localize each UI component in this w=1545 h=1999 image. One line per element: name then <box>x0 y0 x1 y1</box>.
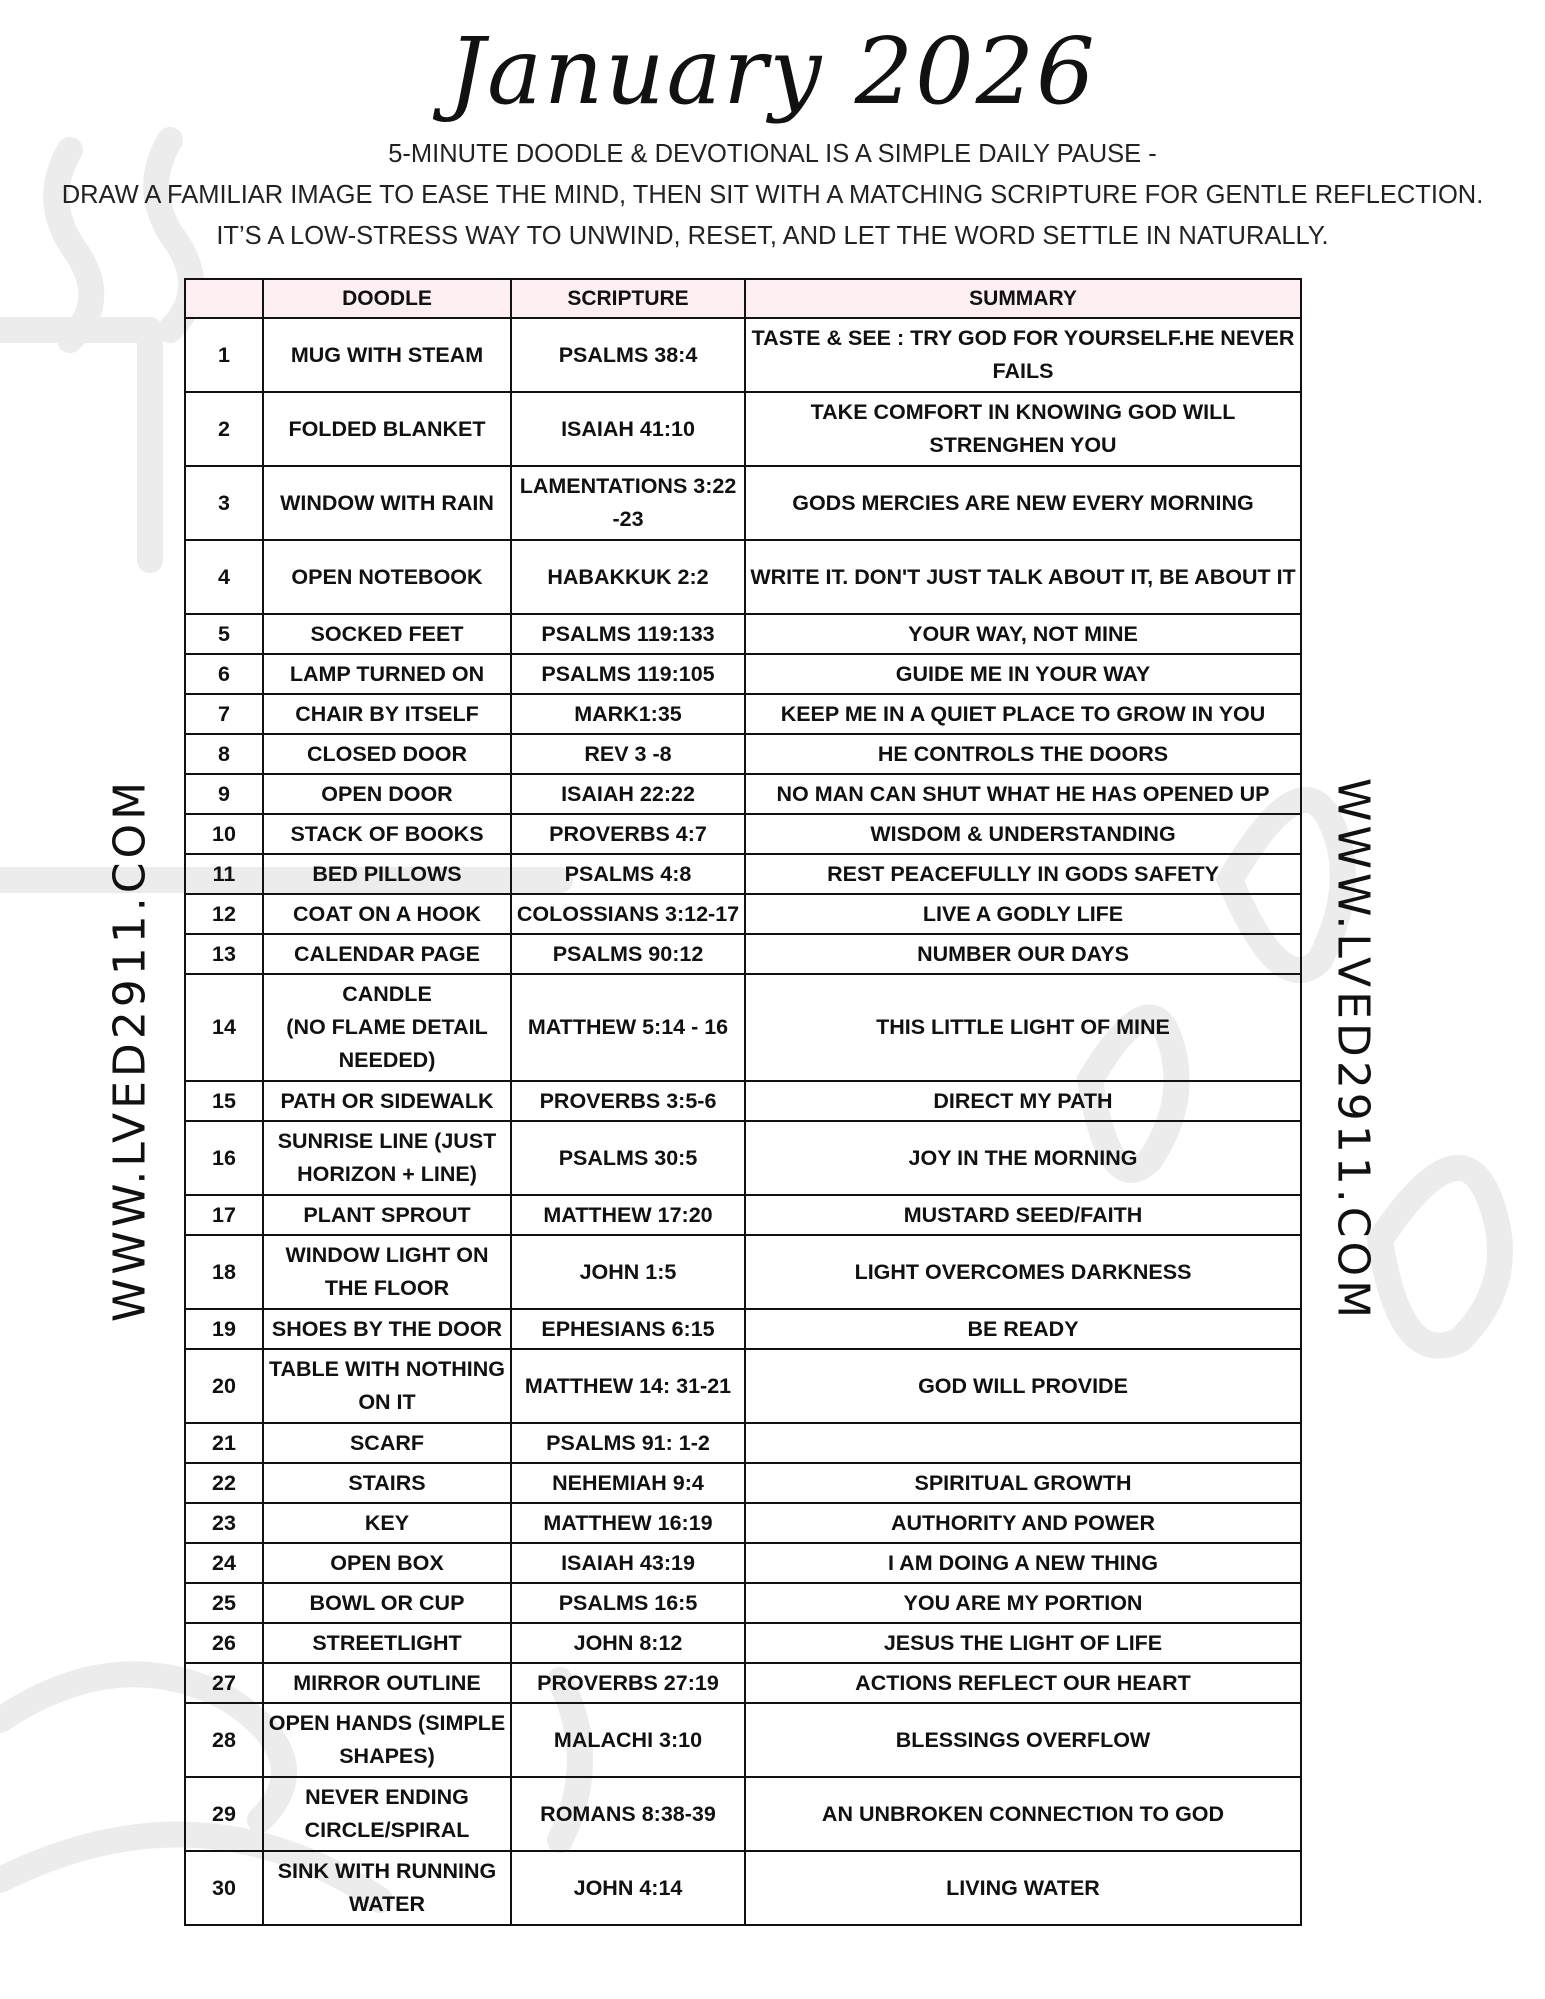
table-row <box>185 1349 1301 1423</box>
cell-day: 23 <box>185 1503 263 1543</box>
cell-day: 19 <box>185 1309 263 1349</box>
cell-doodle: WINDOW LIGHT ON THE FLOOR <box>263 1235 511 1309</box>
table-row <box>185 540 1301 614</box>
cell-day: 14 <box>185 974 263 1081</box>
cell-summary: WRITE IT. DON'T JUST TALK ABOUT IT, BE ABOUT IT <box>745 540 1301 614</box>
cell-scripture: REV 3 -8 <box>511 734 745 774</box>
cell-day: 25 <box>185 1583 263 1623</box>
cell-doodle: WINDOW WITH RAIN <box>263 466 511 540</box>
intro-line: 5-MINUTE DOODLE & DEVOTIONAL IS A SIMPLE DAILY PAUSE - <box>388 140 1157 168</box>
intro-line: IT’S A LOW-STRESS WAY TO UNWIND, RESET, AND LET THE WORD SETTLE IN NATURALLY. <box>216 222 1329 250</box>
cell-summary: JOY IN THE MORNING <box>745 1121 1301 1195</box>
page-title: January 2026 <box>448 18 1097 125</box>
cell-doodle: SOCKED FEET <box>263 614 511 654</box>
cell-doodle: MIRROR OUTLINE <box>263 1663 511 1703</box>
header-summary: SUMMARY <box>745 279 1301 318</box>
cell-scripture: PSALMS 119:133 <box>511 614 745 654</box>
cell-doodle: BED PILLOWS <box>263 854 511 894</box>
cell-day: 16 <box>185 1121 263 1195</box>
table-row <box>185 318 1301 392</box>
cell-summary: HE CONTROLS THE DOORS <box>745 734 1301 774</box>
cell-scripture: ROMANS 8:38-39 <box>511 1777 745 1851</box>
cell-scripture: JOHN 8:12 <box>511 1623 745 1663</box>
table-row <box>185 1851 1301 1925</box>
table-row <box>185 1121 1301 1195</box>
cell-scripture: PROVERBS 27:19 <box>511 1663 745 1703</box>
cell-scripture: COLOSSIANS 3:12-17 <box>511 894 745 934</box>
cell-summary: YOUR WAY, NOT MINE <box>745 614 1301 654</box>
cell-day: 4 <box>185 540 263 614</box>
cell-day: 20 <box>185 1349 263 1423</box>
cell-day: 29 <box>185 1777 263 1851</box>
table-row <box>185 1463 1301 1503</box>
cell-summary: MUSTARD SEED/FAITH <box>745 1195 1301 1235</box>
cell-day: 22 <box>185 1463 263 1503</box>
cell-summary <box>745 1423 1301 1463</box>
table-row <box>185 1583 1301 1623</box>
header-day <box>185 279 263 318</box>
cell-doodle: SCARF <box>263 1423 511 1463</box>
table-row <box>185 694 1301 734</box>
cell-scripture: EPHESIANS 6:15 <box>511 1309 745 1349</box>
devotional-table <box>184 278 1302 1926</box>
cell-day: 13 <box>185 934 263 974</box>
cell-day: 30 <box>185 1851 263 1925</box>
cell-doodle: STREETLIGHT <box>263 1623 511 1663</box>
cell-doodle: CLOSED DOOR <box>263 734 511 774</box>
cell-scripture: ISAIAH 22:22 <box>511 774 745 814</box>
cell-doodle: OPEN NOTEBOOK <box>263 540 511 614</box>
cell-day: 18 <box>185 1235 263 1309</box>
cell-doodle: OPEN DOOR <box>263 774 511 814</box>
cell-summary: ACTIONS REFLECT OUR HEART <box>745 1663 1301 1703</box>
table-row <box>185 1663 1301 1703</box>
cell-doodle: KEY <box>263 1503 511 1543</box>
cell-doodle: STACK OF BOOKS <box>263 814 511 854</box>
cell-scripture: PSALMS 16:5 <box>511 1583 745 1623</box>
cell-doodle: MUG WITH STEAM <box>263 318 511 392</box>
cell-summary: AN UNBROKEN CONNECTION TO GOD <box>745 1777 1301 1851</box>
cell-day: 9 <box>185 774 263 814</box>
cell-summary: JESUS THE LIGHT OF LIFE <box>745 1623 1301 1663</box>
table-row <box>185 1703 1301 1777</box>
cell-scripture: MATTHEW 17:20 <box>511 1195 745 1235</box>
cell-doodle: OPEN HANDS (SIMPLE SHAPES) <box>263 1703 511 1777</box>
table-row <box>185 894 1301 934</box>
cell-day: 28 <box>185 1703 263 1777</box>
table-row <box>185 1195 1301 1235</box>
cell-summary: I AM DOING A NEW THING <box>745 1543 1301 1583</box>
cell-summary: LIVING WATER <box>745 1851 1301 1925</box>
cell-scripture: MATTHEW 5:14 - 16 <box>511 974 745 1081</box>
table-row <box>185 466 1301 540</box>
header-doodle: DOODLE <box>263 279 511 318</box>
cell-doodle: TABLE WITH NOTHING ON IT <box>263 1349 511 1423</box>
table-row <box>185 1777 1301 1851</box>
table-row <box>185 774 1301 814</box>
cell-doodle: CHAIR BY ITSELF <box>263 694 511 734</box>
cell-doodle: SUNRISE LINE (JUST HORIZON + LINE) <box>263 1121 511 1195</box>
cell-summary: NUMBER OUR DAYS <box>745 934 1301 974</box>
table-row <box>185 654 1301 694</box>
table-row <box>185 854 1301 894</box>
cell-doodle: FOLDED BLANKET <box>263 392 511 466</box>
cell-summary: BLESSINGS OVERFLOW <box>745 1703 1301 1777</box>
intro-line: DRAW A FAMILIAR IMAGE TO EASE THE MIND, THEN SIT WITH A MATCHING SCRIPTURE FOR GENTLE REFLECTION. <box>61 181 1484 209</box>
cell-doodle: NEVER ENDING CIRCLE/SPIRAL <box>263 1777 511 1851</box>
table-row <box>185 1623 1301 1663</box>
table-row <box>185 814 1301 854</box>
cell-day: 3 <box>185 466 263 540</box>
cell-doodle: SINK WITH RUNNING WATER <box>263 1851 511 1925</box>
cell-summary: TASTE & SEE : TRY GOD FOR YOURSELF.HE NEVER FAILS <box>745 318 1301 392</box>
cell-summary: SPIRITUAL GROWTH <box>745 1463 1301 1503</box>
cell-summary: GUIDE ME IN YOUR WAY <box>745 654 1301 694</box>
cell-doodle: CANDLE (NO FLAME DETAIL NEEDED) <box>263 974 511 1081</box>
cell-day: 27 <box>185 1663 263 1703</box>
cell-doodle: BOWL OR CUP <box>263 1583 511 1623</box>
cell-day: 10 <box>185 814 263 854</box>
cell-summary: DIRECT MY PATH <box>745 1081 1301 1121</box>
table-row <box>185 1309 1301 1349</box>
cell-day: 5 <box>185 614 263 654</box>
cell-summary: GOD WILL PROVIDE <box>745 1349 1301 1423</box>
cell-summary: WISDOM & UNDERSTANDING <box>745 814 1301 854</box>
table-row <box>185 614 1301 654</box>
cell-scripture: MATTHEW 14: 31-21 <box>511 1349 745 1423</box>
cell-day: 6 <box>185 654 263 694</box>
cell-scripture: MALACHI 3:10 <box>511 1703 745 1777</box>
table-row <box>185 974 1301 1081</box>
cell-summary: YOU ARE MY PORTION <box>745 1583 1301 1623</box>
cell-summary: THIS LITTLE LIGHT OF MINE <box>745 974 1301 1081</box>
table-body <box>185 318 1301 1925</box>
cell-summary: AUTHORITY AND POWER <box>745 1503 1301 1543</box>
cell-scripture: PSALMS 38:4 <box>511 318 745 392</box>
cell-scripture: ISAIAH 43:19 <box>511 1543 745 1583</box>
header-scripture: SCRIPTURE <box>511 279 745 318</box>
cell-summary: BE READY <box>745 1309 1301 1349</box>
cell-day: 24 <box>185 1543 263 1583</box>
cell-day: 7 <box>185 694 263 734</box>
cell-scripture: JOHN 1:5 <box>511 1235 745 1309</box>
table-row <box>185 734 1301 774</box>
cell-summary: TAKE COMFORT IN KNOWING GOD WILL STRENGHEN YOU <box>745 392 1301 466</box>
cell-summary: LIVE A GODLY LIFE <box>745 894 1301 934</box>
table-row <box>185 934 1301 974</box>
cell-scripture: HABAKKUK 2:2 <box>511 540 745 614</box>
table-row <box>185 1235 1301 1309</box>
cell-day: 12 <box>185 894 263 934</box>
cell-summary: REST PEACEFULLY IN GODS SAFETY <box>745 854 1301 894</box>
cell-scripture: PROVERBS 3:5-6 <box>511 1081 745 1121</box>
cell-day: 17 <box>185 1195 263 1235</box>
table-row <box>185 1423 1301 1463</box>
side-url-right: WWW.LVED2911.COM <box>1327 777 1379 1323</box>
cell-day: 26 <box>185 1623 263 1663</box>
cell-doodle: STAIRS <box>263 1463 511 1503</box>
cell-summary: NO MAN CAN SHUT WHAT HE HAS OPENED UP <box>745 774 1301 814</box>
cell-scripture: MATTHEW 16:19 <box>511 1503 745 1543</box>
table-row <box>185 1503 1301 1543</box>
cell-scripture: PROVERBS 4:7 <box>511 814 745 854</box>
intro-text <box>40 134 1505 257</box>
cell-summary: GODS MERCIES ARE NEW EVERY MORNING <box>745 466 1301 540</box>
cell-scripture: NEHEMIAH 9:4 <box>511 1463 745 1503</box>
cell-day: 2 <box>185 392 263 466</box>
table-row <box>185 1543 1301 1583</box>
table-header-row <box>185 279 1301 318</box>
cell-doodle: CALENDAR PAGE <box>263 934 511 974</box>
cell-day: 11 <box>185 854 263 894</box>
cell-scripture: MARK1:35 <box>511 694 745 734</box>
cell-day: 15 <box>185 1081 263 1121</box>
cell-day: 1 <box>185 318 263 392</box>
cell-summary: KEEP ME IN A QUIET PLACE TO GROW IN YOU <box>745 694 1301 734</box>
cell-scripture: JOHN 4:14 <box>511 1851 745 1925</box>
cell-scripture: PSALMS 30:5 <box>511 1121 745 1195</box>
cell-summary: LIGHT OVERCOMES DARKNESS <box>745 1235 1301 1309</box>
cell-day: 8 <box>185 734 263 774</box>
side-url-left: WWW.LVED2911.COM <box>104 777 156 1323</box>
table-row <box>185 392 1301 466</box>
cell-scripture: PSALMS 90:12 <box>511 934 745 974</box>
cell-day: 21 <box>185 1423 263 1463</box>
cell-doodle: PATH OR SIDEWALK <box>263 1081 511 1121</box>
table-row <box>185 1081 1301 1121</box>
cell-scripture: PSALMS 4:8 <box>511 854 745 894</box>
cell-scripture: PSALMS 119:105 <box>511 654 745 694</box>
cell-doodle: SHOES BY THE DOOR <box>263 1309 511 1349</box>
cell-doodle: OPEN BOX <box>263 1543 511 1583</box>
cell-scripture: ISAIAH 41:10 <box>511 392 745 466</box>
cell-scripture: PSALMS 91: 1-2 <box>511 1423 745 1463</box>
cell-doodle: COAT ON A HOOK <box>263 894 511 934</box>
cell-doodle: PLANT SPROUT <box>263 1195 511 1235</box>
cell-doodle: LAMP TURNED ON <box>263 654 511 694</box>
cell-scripture: LAMENTATIONS 3:22 -23 <box>511 466 745 540</box>
